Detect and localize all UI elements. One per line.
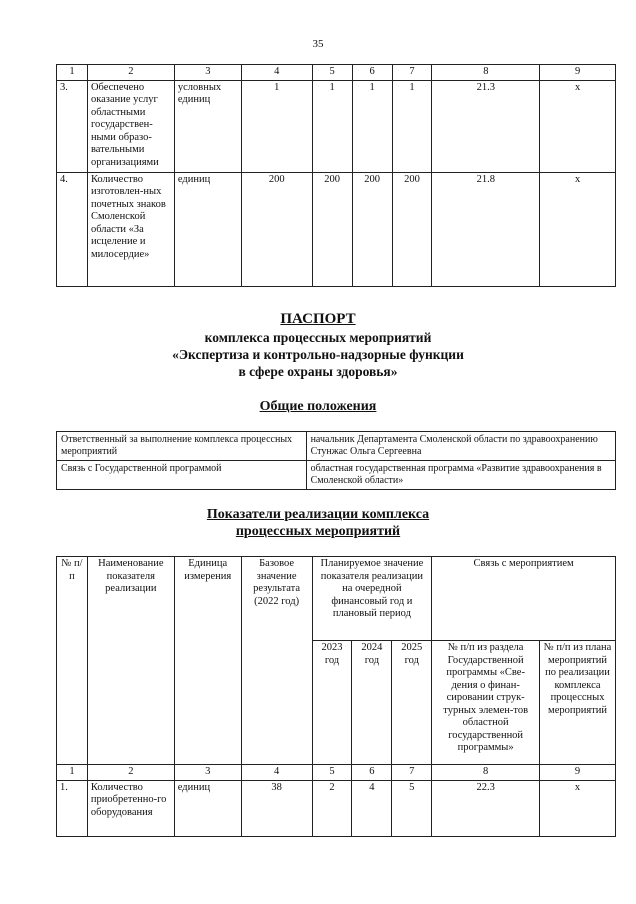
indicator-name: Количество приобретенно-го оборудования	[87, 780, 174, 836]
unit: единиц	[174, 172, 241, 286]
link-gp: 21.3	[432, 80, 540, 172]
table-row	[57, 461, 616, 490]
indicator-name: Обеспечено оказание услуг областными государствен-ными образо-вательными организациями	[87, 80, 174, 172]
indicators-table	[56, 556, 616, 837]
column-number: 7	[392, 765, 432, 781]
provision-label: Связь с Государственной программой	[57, 461, 307, 490]
col-header-planned: Планируемое значение показателя реализации на очередной финансовый год и плановый период	[312, 557, 432, 641]
value-2025: 1	[392, 80, 432, 172]
col-header-2023: 2023 год	[312, 641, 352, 765]
value-2024: 200	[352, 172, 392, 286]
column-number: 9	[540, 65, 616, 81]
header-row	[57, 557, 616, 641]
column-number: 3	[174, 65, 241, 81]
col-header-2024: 2024 год	[352, 641, 392, 765]
column-number: 2	[87, 65, 174, 81]
column-number: 4	[241, 765, 312, 781]
indicators-heading-1: Показатели реализации комплекса	[206, 507, 430, 522]
value-2023: 2	[312, 780, 352, 836]
base-value: 38	[241, 780, 312, 836]
row-number: 4.	[57, 172, 88, 286]
table-row	[57, 80, 616, 172]
col-header-unit: Единица измерения	[174, 557, 241, 765]
passport-title: ПАСПОРТ	[280, 311, 356, 327]
col-header-link-gp: № п/п из раздела Государственной программы «Све-дения о финан-сировании струк-турных элемен-тов областной государственной программы»	[432, 641, 540, 765]
column-number-row	[57, 765, 616, 781]
column-number: 5	[312, 765, 352, 781]
passport-subtitle-2: «Экспертиза и контрольно-надзорные функции	[172, 347, 464, 362]
column-number: 3	[174, 765, 241, 781]
base-value: 1	[241, 80, 312, 172]
column-number: 4	[241, 65, 312, 81]
indicators-heading-2: процессных мероприятий	[235, 524, 401, 539]
col-header-link-plan: № п/п из плана мероприятий по реализации комплекса процессных мероприятий	[540, 641, 616, 765]
col-header-name: Наименование показателя реализации	[87, 557, 174, 765]
link-plan: х	[540, 780, 616, 836]
provision-label: Ответственный за выполнение комплекса процессных мероприятий	[57, 432, 307, 461]
value-2023: 1	[312, 80, 352, 172]
general-provisions-heading: Общие положения	[259, 399, 377, 414]
unit: условных единиц	[174, 80, 241, 172]
general-provisions-table	[56, 431, 616, 490]
column-number: 1	[57, 65, 88, 81]
value-2025: 200	[392, 172, 432, 286]
base-value: 200	[241, 172, 312, 286]
link-gp: 22.3	[432, 780, 540, 836]
link-plan: х	[540, 80, 616, 172]
column-number: 2	[87, 765, 174, 781]
unit: единиц	[174, 780, 241, 836]
value-2024: 4	[352, 780, 392, 836]
column-number: 6	[352, 65, 392, 81]
value-2025: 5	[392, 780, 432, 836]
row-number: 3.	[57, 80, 88, 172]
col-header-base: Базовое значение результата (2022 год)	[241, 557, 312, 765]
column-number: 5	[312, 65, 352, 81]
passport-subtitle-3: в сфере охраны здоровья»	[238, 364, 398, 379]
provision-value: областная государственная программа «Развитие здравоохранения в Смоленской области»	[306, 461, 615, 490]
row-number: 1.	[57, 780, 88, 836]
table-row	[57, 432, 616, 461]
link-gp: 21.8	[432, 172, 540, 286]
col-header-2025: 2025 год	[392, 641, 432, 765]
value-2023: 200	[312, 172, 352, 286]
column-number: 8	[432, 765, 540, 781]
column-number: 1	[57, 765, 88, 781]
column-number-row	[57, 65, 616, 81]
value-2024: 1	[352, 80, 392, 172]
column-number: 9	[540, 765, 616, 781]
column-number: 7	[392, 65, 432, 81]
provision-value: начальник Департамента Смоленской области по здравоохранению Стунжас Ольга Сергеевна	[306, 432, 615, 461]
link-plan: х	[540, 172, 616, 286]
page-number: 35	[312, 38, 324, 50]
table-row	[57, 172, 616, 286]
column-number: 6	[352, 765, 392, 781]
col-header-num: № п/п	[57, 557, 88, 765]
table-row	[57, 780, 616, 836]
col-header-link: Связь с мероприятием	[432, 557, 616, 641]
passport-subtitle-1: комплекса процессных мероприятий	[204, 330, 432, 345]
continued-indicators-table	[56, 64, 616, 287]
column-number: 8	[432, 65, 540, 81]
indicator-name: Количество изготовлен-ных почетных знаков Смоленской области «За исцеление и милосердие»	[87, 172, 174, 286]
